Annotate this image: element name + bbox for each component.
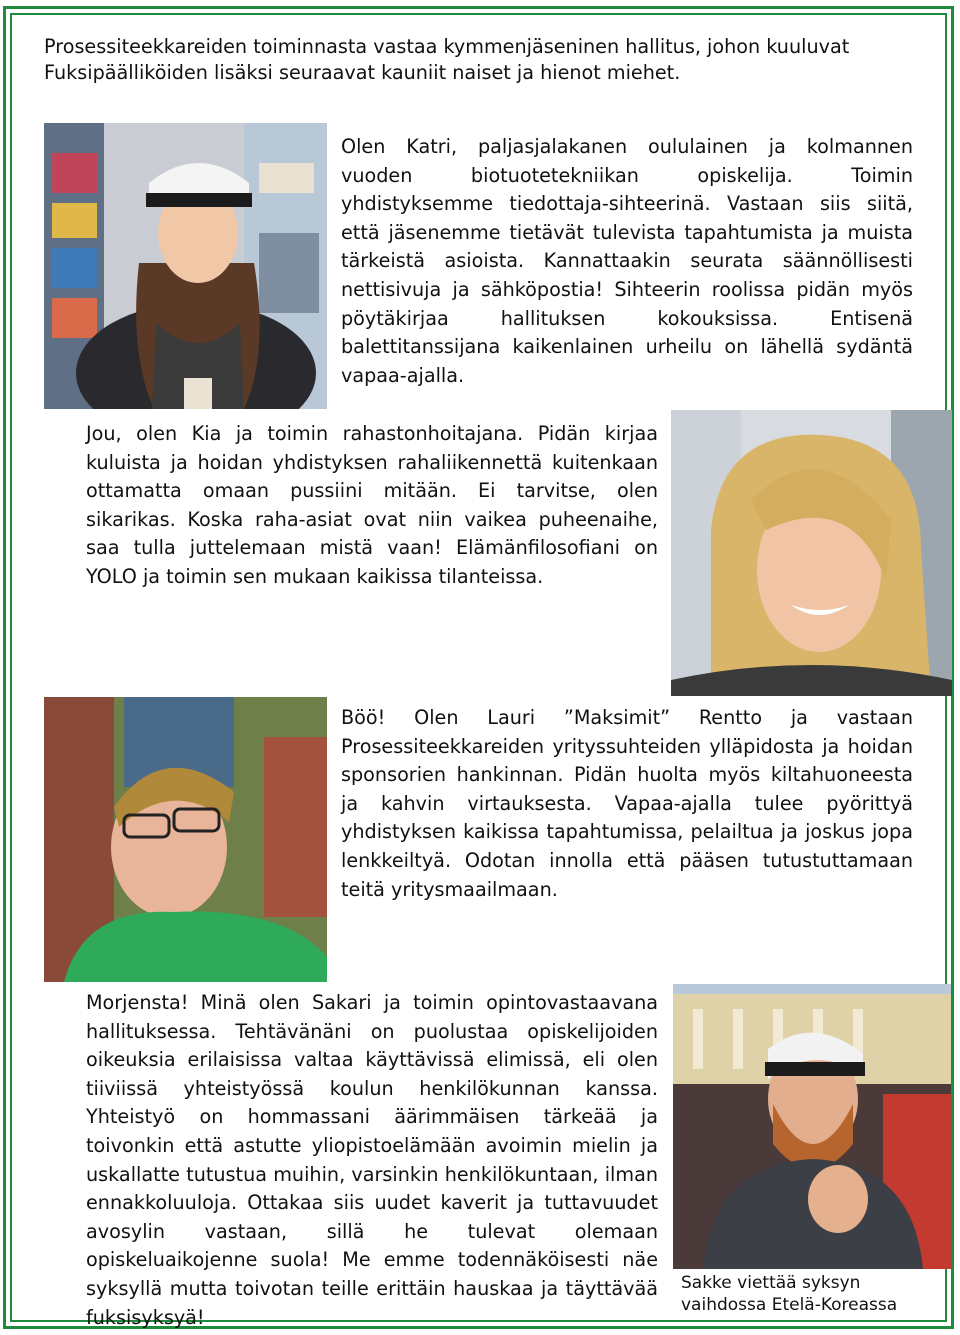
intro-paragraph: Prosessiteekkareiden toiminnasta vastaa kymmenjäseninen hallitus, johon kuuluvat Fuksipäälliköiden lisäksi seuraavat kauniit naiset ja hienot miehet. <box>44 35 850 84</box>
bio-kia: Jou, olen Kia ja toimin rahastonhoitajana. Pidän kirjaa kuluista ja hoidan yhdistyksen rahaliikennettä kuitenkaan ottamatta omaan pussiini mitään. Ei tarvitse, olen sikarikas. Koska raha-asiat ovat niin vaikea puheenaihe, saa tulla juttelemaan mistä vaan! Elämänfilosofiani on YOLO ja toimin sen mukaan kaikissa tilanteissa. <box>86 422 658 588</box>
bio-katri: Olen Katri, paljasjalakanen oululainen ja kolmannen vuoden biotuotetekniikan opiskelija. Toimin yhdistyksemme tiedottaja-sihteerinä. Vastaan siis siitä, että jäsenemme tietävät tulevista tapahtumista ja muista tärkeistä asioista. Kannattaakin seurata säännöllisesti nettisivuja ja sähköpostia! Sihteerin roolissa pidän myös pöytäkirjaa hallituksen kokouksissa. Entisenä balettitanssijana kaikenlainen urheilu on lähellä sydäntä vapaa-ajalla. <box>341 135 913 387</box>
photo-lauri <box>44 697 327 982</box>
bio-sakari: Morjensta! Minä olen Sakari ja toimin opintovastaavana hallituksessa. Tehtävänäni on puolustaa opiskelijoiden oikeuksia erilaisissa valtaa käyttävissä elimissä, eli olen tiiviissä yhteistyössä koulun henkilökunnan kanssa. Yhteistyö on hommassani äärimmäisen tärkeää ja toivonkin että astutte yliopistoelämään avoimin mielin ja uskallatte tutustua muihin, varsinkin henkilökuntaan, ilman ennakkoluuloja. Ottakaa siis uudet kaverit ja tuttavuudet avosylin vastaan, sillä he tulevat olemaan opiskeluaikojenne suola! Me emme todennäköisesti näe syksyllä mutta toivotan teille erittäin hauskaa ja täyttävää fuksisyksyä! <box>86 991 658 1329</box>
bio-lauri: Böö! Olen Lauri ”Maksimit” Rentto ja vastaan Prosessiteekkareiden yrityssuhteiden ylläpidosta ja hoidan sponsorien hankinnan. Pidän huolta myös kiltahuoneesta ja kahvin virtauksesta. Vapaa-ajalla tulee pyörittyä yhdistyksen kaikissa tapahtumissa, pelailtua ja joskus jopa lenkkeiltyä. Odotan innolla että pääsen tutustuttamaan teitä yritysmaailmaan. <box>341 706 913 901</box>
photo-katri <box>44 123 327 409</box>
photo-caption-sakari: Sakke viettää syksyn vaihdossa Etelä-Koreassa <box>681 1273 898 1315</box>
photo-kia <box>671 410 952 696</box>
photo-sakari <box>673 984 951 1269</box>
